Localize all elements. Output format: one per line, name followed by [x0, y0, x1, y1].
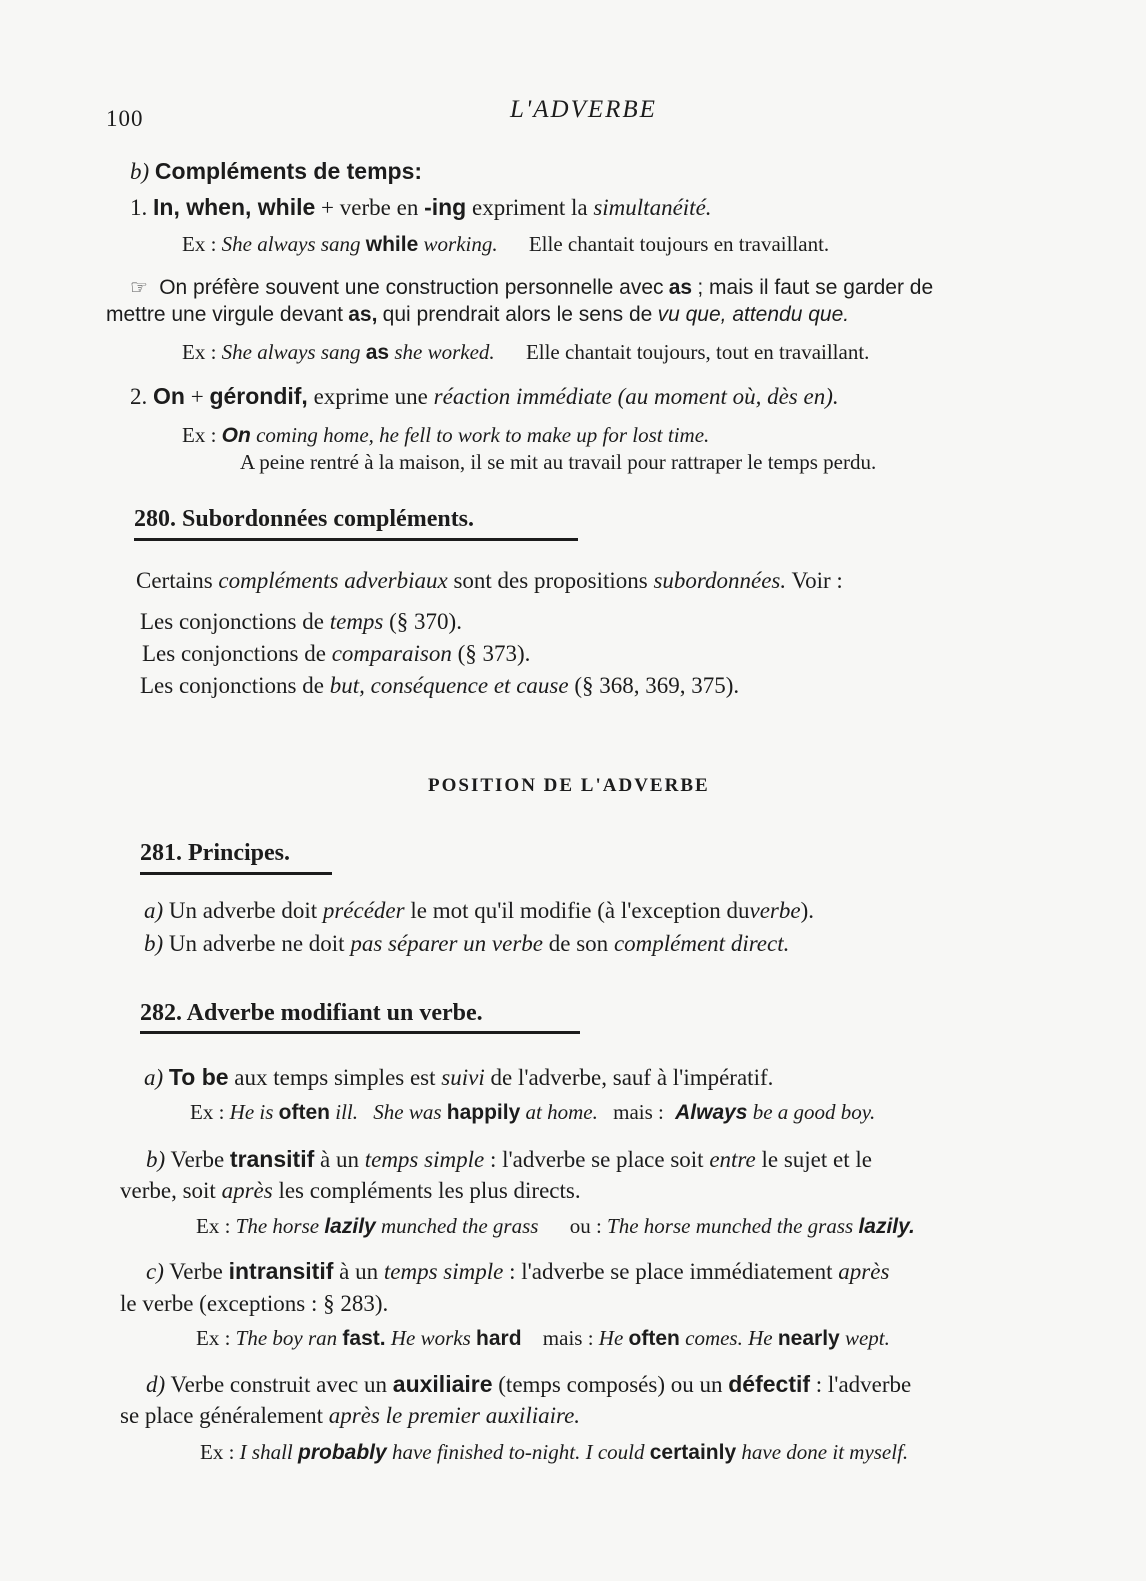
section-280-heading: 280. Subordonnées compléments. — [134, 506, 475, 532]
subsection-b-title: b) Compléments de temps: — [130, 158, 423, 184]
note-line-1: ☞ On préfère souvent une construction personnelle avec as ; mais il faut se garder de — [130, 276, 934, 299]
section-280-underline — [134, 538, 578, 541]
section-281-underline — [140, 872, 332, 875]
list-item: Les conjonctions de but, conséquence et cause (§ 368, 369, 375). — [140, 673, 740, 698]
rule-d-line-2: se place généralement après le premier auxiliaire. — [120, 1403, 581, 1428]
rule-d-line-1: d) Verbe construit avec un auxiliaire (temps composés) ou un défectif : l'adverbe — [146, 1371, 912, 1397]
example-3: Ex : On coming home, he fell to work to make up for lost time. — [182, 423, 710, 447]
rule-c-line-2: le verbe (exceptions : § 283). — [120, 1291, 389, 1316]
principle-a: a) Un adverbe doit précéder le mot qu'il modifie (à l'exception duverbe). — [144, 898, 815, 923]
rule-c-line-1: c) Verbe intransitif à un temps simple : l'adverbe se place immédiatement après — [146, 1258, 890, 1284]
example-2: Ex : She always sang as she worked. Elle chantait toujours, tout en travaillant. — [182, 340, 870, 364]
page-number: 100 — [106, 106, 144, 131]
section-281-heading: 281. Principes. — [140, 840, 290, 866]
example-d: Ex : I shall probably have finished to-night. I could certainly have done it myself. — [200, 1440, 909, 1464]
section-282-underline — [140, 1031, 580, 1034]
note-line-2: mettre une virgule devant as, qui prendrait alors le sens de vu que, attendu que. — [106, 303, 850, 326]
running-title: L'ADVERBE — [510, 96, 657, 123]
section-282-heading: 282. Adverbe modifiant un verbe. — [140, 1000, 483, 1026]
example-3-translation: A peine rentré à la maison, il se mit au travail pour rattraper le temps perdu. — [240, 450, 877, 474]
example-b: Ex : The horse lazily munched the grass ou : The horse munched the grass lazily. — [196, 1214, 915, 1238]
section-280-paragraph: Certains compléments adverbiaux sont des propositions subordonnées. Voir : — [136, 568, 843, 593]
item-1: 1. In, when, while + verbe en -ing expriment la simultanéité. — [130, 194, 712, 220]
rule-b-line-1: b) Verbe transitif à un temps simple : l'adverbe se place soit entre le sujet et le — [146, 1146, 872, 1172]
chapter-subtitle: POSITION DE L'ADVERBE — [428, 775, 710, 796]
example-1: Ex : She always sang while working. Elle chantait toujours en travaillant. — [182, 232, 830, 256]
item-2: 2. On + gérondif, exprime une réaction immédiate (au moment où, dès en). — [130, 383, 839, 409]
list-item: Les conjonctions de comparaison (§ 373). — [142, 641, 531, 666]
pointing-hand-icon: ☞ — [130, 277, 148, 299]
list-item: Les conjonctions de temps (§ 370). — [140, 609, 462, 634]
example-c: Ex : The boy ran fast. He works hard mais : He often comes. He nearly wept. — [196, 1326, 890, 1350]
principle-b: b) Un adverbe ne doit pas séparer un verbe de son complément direct. — [144, 931, 790, 956]
rule-a: a) To be aux temps simples est suivi de l'adverbe, sauf à l'impératif. — [144, 1064, 774, 1090]
rule-b-line-2: verbe, soit après les compléments les plus directs. — [120, 1178, 581, 1203]
example-a: Ex : He is often ill. She was happily at home. mais : Always be a good boy. — [190, 1100, 876, 1124]
